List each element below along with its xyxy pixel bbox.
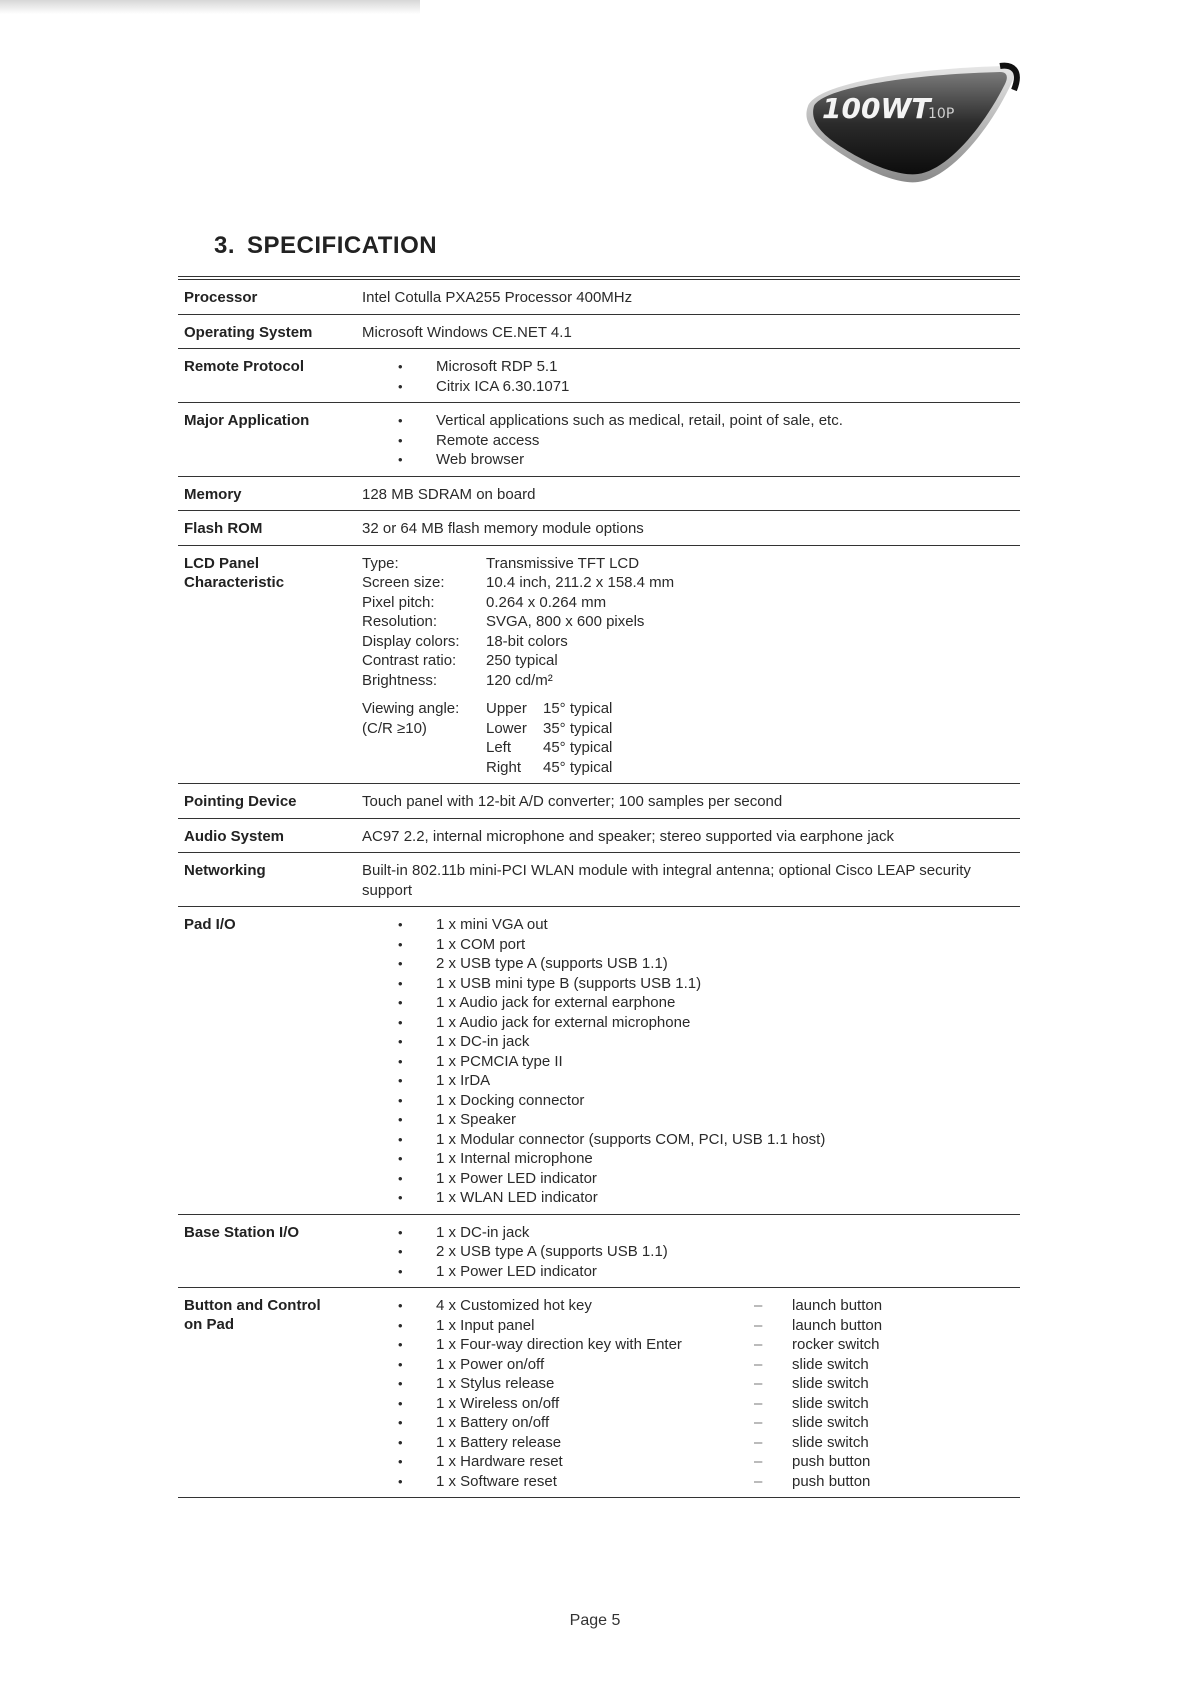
direction: Right <box>486 758 522 776</box>
list-item: • Microsoft RDP 5.1 <box>362 357 1020 377</box>
section-number: 3. <box>214 232 236 259</box>
direction: Upper <box>486 700 527 717</box>
list-item: • 2 x USB type A (supports USB 1.1) <box>362 954 1020 974</box>
button-list-item <box>362 1316 1020 1336</box>
row-label: Processor <box>184 289 258 306</box>
control-name: • 1 x Software reset <box>436 1472 557 1490</box>
row-label: Pad I/O <box>184 916 236 933</box>
spec-key: Contrast ratio: <box>362 652 457 669</box>
button-list-item <box>362 1472 1020 1492</box>
list-item: • 1 x DC-in jack <box>362 1223 1020 1243</box>
row-lcd-panel <box>178 546 1020 785</box>
angle-value: 45° typical <box>543 739 613 756</box>
viewing-angle-row <box>486 699 1020 719</box>
row-label-line: Characteristic <box>184 573 285 591</box>
dash: – <box>754 1472 763 1490</box>
control-name: • 1 x Battery release <box>436 1433 562 1451</box>
dash: – <box>754 1433 763 1451</box>
dash: – <box>754 1355 763 1373</box>
control-name: • 1 x Wireless on/off <box>436 1394 560 1412</box>
lcd-spec <box>362 573 1020 593</box>
control-name: • 1 x Stylus release <box>436 1375 555 1392</box>
row-value: 128 MB SDRAM on board <box>362 485 536 503</box>
spec-table <box>178 276 1020 1498</box>
spec-key: Pixel pitch: <box>362 593 435 611</box>
lcd-spec <box>362 593 1020 613</box>
dash: – <box>754 1394 763 1412</box>
row-flash-rom <box>178 511 1020 546</box>
list-item: • 1 x Modular connector (supports COM, PCI, USB 1.1 host) <box>362 1130 1020 1150</box>
control-name: • 1 x Power on/off <box>436 1355 545 1373</box>
list-item: • 1 x Docking connector <box>362 1091 1020 1111</box>
row-audio-system <box>178 819 1020 854</box>
row-major-application <box>178 403 1020 477</box>
list-item: • 1 x WLAN LED indicator <box>362 1188 1020 1208</box>
row-value: Intel Cotulla PXA255 Processor 400MHz <box>362 289 633 306</box>
button-list-item <box>362 1413 1020 1433</box>
row-value: Touch panel with 12-bit A/D converter; 100 samples per second <box>362 793 783 810</box>
bullet-list <box>362 915 1020 1208</box>
spec-key: Screen size: <box>362 574 445 591</box>
control-type: push button <box>792 1453 871 1470</box>
spec-key: Brightness: <box>362 671 438 689</box>
angle-value: 35° typical <box>543 719 613 737</box>
list-item: • 1 x Audio jack for external microphone <box>362 1013 1020 1033</box>
lcd-spec <box>362 632 1020 652</box>
row-button-and-control <box>178 1288 1020 1498</box>
control-name: • 1 x Hardware reset <box>436 1453 563 1470</box>
viewing-angle-block <box>362 699 1020 777</box>
control-name: • 1 x Four-way direction key with Enter <box>436 1336 682 1353</box>
list-item: • 1 x Speaker <box>362 1110 1020 1130</box>
control-type: slide switch <box>792 1414 869 1431</box>
dash: – <box>754 1297 763 1314</box>
button-list-item <box>362 1374 1020 1394</box>
logo-text: 100WT <box>822 92 931 125</box>
button-list <box>362 1296 1020 1491</box>
spec-value: 10.4 inch, 211.2 x 158.4 mm <box>486 574 675 591</box>
list-item: • 1 x Audio jack for external earphone <box>362 993 1020 1013</box>
bullet-list <box>362 411 1020 470</box>
dash: – <box>754 1414 763 1431</box>
dash: – <box>754 1453 763 1470</box>
list-item: • 1 x Power LED indicator <box>362 1169 1020 1189</box>
section-title <box>214 232 437 260</box>
row-label: Pointing Device <box>184 793 297 810</box>
dash: – <box>754 1316 763 1334</box>
control-type: slide switch <box>792 1394 869 1412</box>
list-item: • Web browser <box>362 450 1020 470</box>
row-label-line: LCD Panel <box>184 554 260 572</box>
lcd-spec <box>362 671 1020 691</box>
row-value: AC97 2.2, internal microphone and speaker; stereo supported via earphone jack <box>362 827 894 845</box>
viewing-angle-row <box>486 738 1020 758</box>
row-label: Remote Protocol <box>184 358 305 375</box>
list-item: • 1 x PCMCIA type II <box>362 1052 1020 1072</box>
control-name: • 4 x Customized hot key <box>436 1297 592 1314</box>
spec-value: SVGA, 800 x 600 pixels <box>486 613 645 630</box>
list-item: • 2 x USB type A (supports USB 1.1) <box>362 1242 1020 1262</box>
row-operating-system <box>178 315 1020 350</box>
row-value: 32 or 64 MB flash memory module options <box>362 520 644 537</box>
direction: Left <box>486 739 512 756</box>
control-type: launch button <box>792 1297 883 1314</box>
spec-key: Resolution: <box>362 613 438 630</box>
page-number: Page 5 <box>569 1612 621 1629</box>
row-remote-protocol <box>178 349 1020 403</box>
row-value: Built-in 802.11b mini-PCI WLAN module with integral antenna; optional Cisco LEAP security support <box>362 862 971 899</box>
row-label: Audio System <box>184 827 285 845</box>
angle-value: 15° typical <box>543 700 613 717</box>
button-list-item <box>362 1335 1020 1355</box>
row-processor <box>178 280 1020 315</box>
control-type: launch button <box>792 1316 883 1334</box>
row-value: Microsoft Windows CE.NET 4.1 <box>362 323 572 341</box>
dash: – <box>754 1336 763 1353</box>
row-label: Operating System <box>184 323 313 341</box>
list-item: • 1 x mini VGA out <box>362 915 1020 935</box>
lcd-spec <box>362 554 1020 574</box>
product-logo <box>800 60 1020 195</box>
viewing-angle-row <box>486 758 1020 778</box>
button-list-item <box>362 1433 1020 1453</box>
logo-subtext: 10P <box>928 106 955 122</box>
button-list-item <box>362 1452 1020 1472</box>
control-name: • 1 x Battery on/off <box>436 1414 550 1431</box>
list-item: • 1 x Internal microphone <box>362 1149 1020 1169</box>
spec-value: 18-bit colors <box>486 632 568 650</box>
spec-value: 0.264 x 0.264 mm <box>486 593 607 611</box>
list-item: • 1 x IrDA <box>362 1071 1020 1091</box>
list-item: • 1 x DC-in jack <box>362 1032 1020 1052</box>
spec-value: 250 typical <box>486 652 558 669</box>
row-label <box>178 1296 362 1491</box>
row-pad-io <box>178 907 1020 1215</box>
viewing-angle-label: Viewing angle: <box>362 700 460 717</box>
row-label: Major Application <box>184 412 310 429</box>
list-item: • Vertical applications such as medical, retail, point of sale, etc. <box>362 411 1020 431</box>
lcd-spec <box>362 612 1020 632</box>
spec-value: 120 cd/m² <box>486 671 553 689</box>
button-list-item <box>362 1394 1020 1414</box>
control-type: push button <box>792 1472 871 1490</box>
row-label: Networking <box>184 862 266 879</box>
lcd-spec <box>362 651 1020 671</box>
scan-edge <box>0 0 420 14</box>
list-item: • 1 x Power LED indicator <box>362 1262 1020 1282</box>
button-list-item <box>362 1355 1020 1375</box>
button-list-item <box>362 1296 1020 1316</box>
bullet-list <box>362 357 1020 396</box>
control-type: slide switch <box>792 1433 869 1451</box>
direction: Lower <box>486 719 527 737</box>
angle-value: 45° typical <box>543 758 613 776</box>
list-item: • 1 x USB mini type B (supports USB 1.1) <box>362 974 1020 994</box>
row-label-line: on Pad <box>184 1316 235 1333</box>
row-base-station-io <box>178 1215 1020 1289</box>
bullet-list <box>362 1223 1020 1282</box>
row-label: Base Station I/O <box>184 1223 300 1241</box>
section-title-text: SPECIFICATION <box>247 232 438 259</box>
list-item: • Citrix ICA 6.30.1071 <box>362 377 1020 397</box>
dash: – <box>754 1375 763 1392</box>
list-item: • 1 x COM port <box>362 935 1020 955</box>
control-type: slide switch <box>792 1355 869 1373</box>
row-memory <box>178 477 1020 512</box>
spec-key: Type: <box>362 554 399 572</box>
row-networking <box>178 853 1020 907</box>
spec-key: Display colors: <box>362 632 460 650</box>
control-name: • 1 x Input panel <box>436 1316 535 1334</box>
control-type: rocker switch <box>792 1336 880 1353</box>
viewing-angle-condition: (C/R ≥10) <box>362 719 427 737</box>
control-type: slide switch <box>792 1375 869 1392</box>
spec-value: Transmissive TFT LCD <box>486 554 640 572</box>
row-label-line: Button and Control <box>184 1297 321 1314</box>
viewing-angle-row <box>486 719 1020 739</box>
list-item: • Remote access <box>362 431 1020 451</box>
row-label <box>178 554 362 778</box>
row-pointing-device <box>178 784 1020 819</box>
row-label: Flash ROM <box>184 520 263 537</box>
row-label: Memory <box>184 485 242 503</box>
